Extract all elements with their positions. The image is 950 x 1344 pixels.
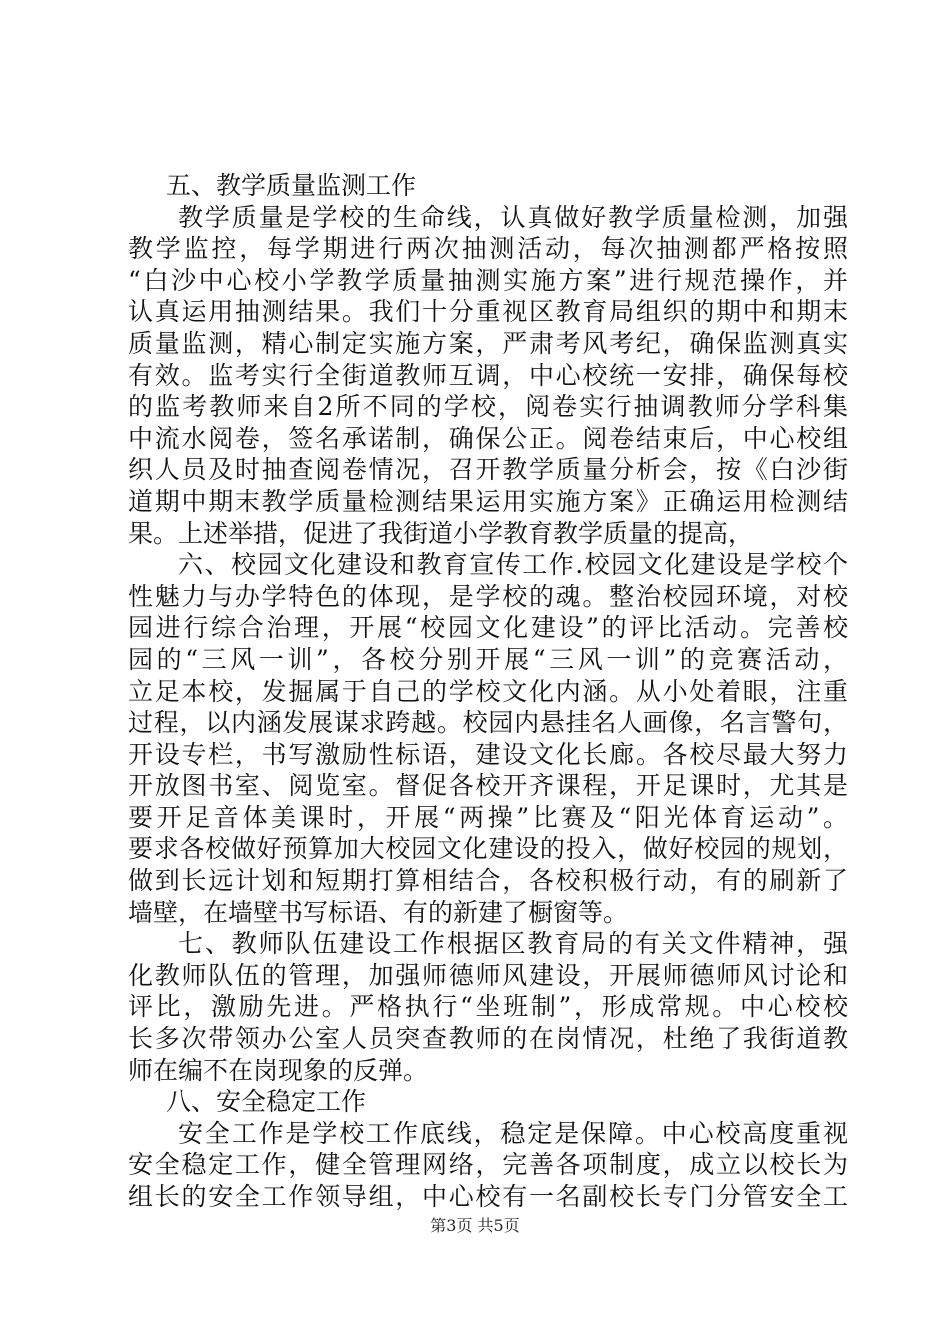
text-line: 过程，以内涵发展谋求跨越。校园内悬挂名人画像，名言警句， [128,708,848,738]
text-line: 开放图书室、阅览室。督促各校开齐课程，开足课时，尤其是 [128,771,848,801]
text-line: 墙壁，在墙壁书写标语、有的新建了橱窗等。 [128,897,629,927]
section-heading: 五、教学质量监测工作 [166,171,417,200]
section-heading: 六、校园文化建设和教育宣传工作.校园文化建设是学校个 [178,550,848,580]
text-line: 开设专栏，书写激励性标语，建设文化长廊。各校尽最大努力 [128,739,848,769]
text-line: 化教师队伍的管理，加强师德师风建设，开展师德师风讨论和 [128,960,848,990]
text-line: 认真运用抽测结果。我们十分重视区教育局组织的期中和期末 [128,297,848,327]
text-line: 长多次带领办公室人员突查教师的在岗情况，杜绝了我街道教 [128,1024,848,1054]
text-line: 要开足音体美课时，开展“两操”比赛及“阳光体育运动”。 [128,802,848,832]
text-line: 组长的安全工作领导组，中心校有一名副校长专门分管安全工 [128,1182,848,1211]
text-line: 评比，激励先进。严格执行“坐班制”，形成常规。中心校校 [128,992,848,1022]
text-line: 园进行综合治理，开展“校园文化建设”的评比活动。完善校 [128,613,848,643]
text-line: 要求各校做好预算加大校园文化建设的投入，做好校园的规划， [128,834,848,864]
text-line: 安全稳定工作，健全管理网络，完善各项制度，成立以校长为 [128,1150,848,1180]
text-line: 教学监控，每学期进行两次抽测活动，每次抽测都严格按照 [128,234,848,264]
text-line: 质量监测，精心制定实施方案，严肃考风考纪，确保监测真实 [128,328,848,358]
text-line: 做到长远计划和短期打算相结合，各校积极行动，有的刷新了 [128,866,848,896]
text-line: 道期中期末教学质量检测结果运用实施方案》正确运用检测结 [128,486,848,516]
text-line: 的监考教师来自2所不同的学校，阅卷实行抽调教师分学科集 [128,392,848,422]
document-body [128,170,848,1213]
text-line: “白沙中心校小学教学质量抽测实施方案”进行规范操作，并 [128,265,848,295]
text-line: 中流水阅卷，签名承诺制，确保公正。阅卷结束后，中心校组 [128,423,848,453]
text-line: 性魅力与办学特色的体现，是学校的魂。整治校园环境，对校 [128,581,848,611]
section-heading: 八、安全稳定工作 [166,1087,367,1117]
section-heading: 七、教师队伍建设工作根据区教育局的有关文件精神，强 [178,929,848,959]
text-line: 织人员及时抽查阅卷情况，召开教学质量分析会，按《白沙街 [128,455,848,485]
text-line: 立足本校，发掘属于自己的学校文化内涵。从小处着眼，注重 [128,676,848,706]
text-line: 有效。监考实行全街道教师互调，中心校统一安排，确保每校 [128,360,848,390]
text-line: 师在编不在岗现象的反弹。 [128,1055,429,1085]
text-line: 园的“三风一训”，各校分别开展“三风一训”的竞赛活动， [128,644,848,674]
text-line: 果。上述举措，促进了我街道小学教育教学质量的提高， [128,518,754,548]
text-line: 安全工作是学校工作底线，稳定是保障。中心校高度重视 [178,1118,848,1148]
page-number: 第3页 共5页 [430,1216,520,1235]
text-line: 教学质量是学校的生命线，认真做好教学质量检测，加强 [178,202,848,232]
